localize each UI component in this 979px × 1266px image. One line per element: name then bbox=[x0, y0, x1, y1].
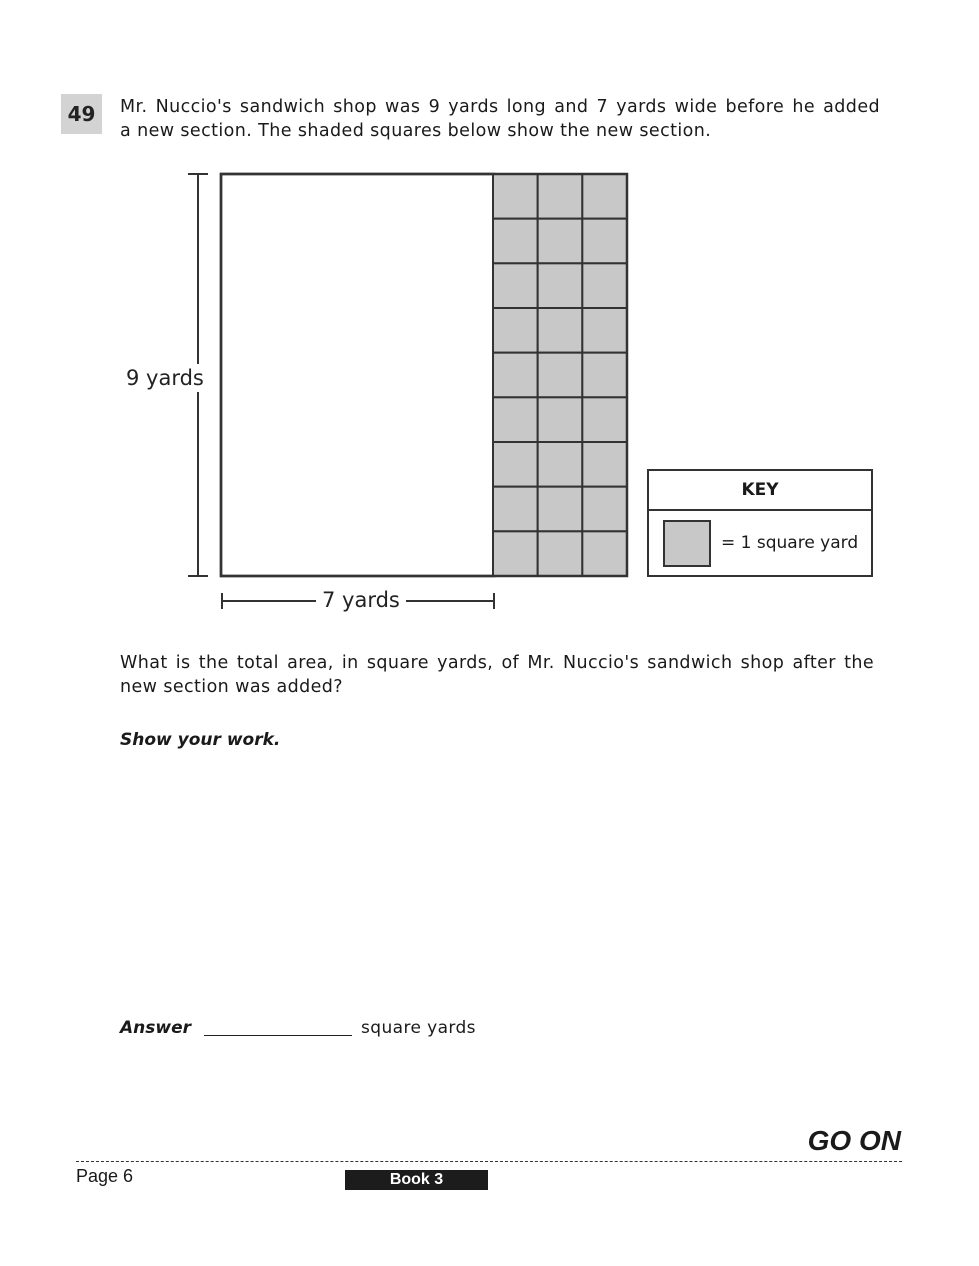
square-yard-cell bbox=[493, 531, 538, 576]
question-prompt-line-1: What is the total area, in square yards, of Mr. Nuccio's sandwich shop after the bbox=[120, 653, 874, 673]
length-label: 9 yards bbox=[126, 366, 204, 390]
square-yard-cell bbox=[538, 531, 583, 576]
square-yard-cell bbox=[582, 397, 627, 442]
square-yard-cell bbox=[538, 353, 583, 398]
square-yard-cell bbox=[582, 442, 627, 487]
question-number: 49 bbox=[61, 94, 102, 134]
square-yard-cell bbox=[538, 442, 583, 487]
original-shop-rectangle bbox=[221, 174, 494, 576]
key-entry: = 1 square yard bbox=[721, 533, 859, 553]
work-area[interactable] bbox=[120, 760, 880, 1005]
square-yard-cell bbox=[582, 487, 627, 532]
square-yard-cell bbox=[538, 308, 583, 353]
square-yard-cell bbox=[538, 219, 583, 264]
new-section-grid bbox=[493, 174, 627, 576]
square-yard-cell bbox=[582, 531, 627, 576]
square-yard-cell bbox=[493, 308, 538, 353]
square-yard-cell bbox=[493, 353, 538, 398]
square-yard-cell bbox=[582, 263, 627, 308]
square-yard-cell bbox=[493, 442, 538, 487]
square-yard-cell bbox=[493, 263, 538, 308]
square-yard-cell bbox=[493, 397, 538, 442]
square-yard-cell bbox=[538, 263, 583, 308]
square-yard-cell bbox=[538, 174, 583, 219]
question-intro-line-2: a new section. The shaded squares below show the new section. bbox=[120, 120, 712, 141]
key-title: KEY bbox=[741, 480, 779, 500]
question-prompt-line-2: new section was added? bbox=[120, 676, 343, 697]
square-yard-cell bbox=[538, 397, 583, 442]
square-yard-cell bbox=[582, 308, 627, 353]
square-yard-cell bbox=[582, 353, 627, 398]
square-yard-cell bbox=[582, 174, 627, 219]
square-yard-cell bbox=[538, 487, 583, 532]
question-intro-line-1: Mr. Nuccio's sandwich shop was 9 yards long and 7 yards wide before he added bbox=[120, 97, 880, 117]
question-prompt bbox=[120, 652, 874, 699]
answer-unit: square yards bbox=[361, 1018, 476, 1038]
answer-blank[interactable] bbox=[204, 1035, 352, 1036]
answer-label: Answer bbox=[120, 1018, 191, 1038]
go-on-label: GO ON bbox=[807, 1125, 901, 1156]
square-yard-cell bbox=[582, 219, 627, 264]
square-yard-cell bbox=[493, 219, 538, 264]
footer-divider bbox=[76, 1161, 902, 1162]
square-yard-cell bbox=[493, 487, 538, 532]
page-number: Page 6 bbox=[76, 1166, 134, 1186]
square-yard-cell bbox=[493, 174, 538, 219]
book-label: Book 3 bbox=[345, 1170, 488, 1190]
width-label: 7 yards bbox=[316, 588, 406, 612]
show-work-instruction: Show your work. bbox=[120, 730, 281, 750]
key-square-yard-swatch bbox=[664, 521, 710, 566]
